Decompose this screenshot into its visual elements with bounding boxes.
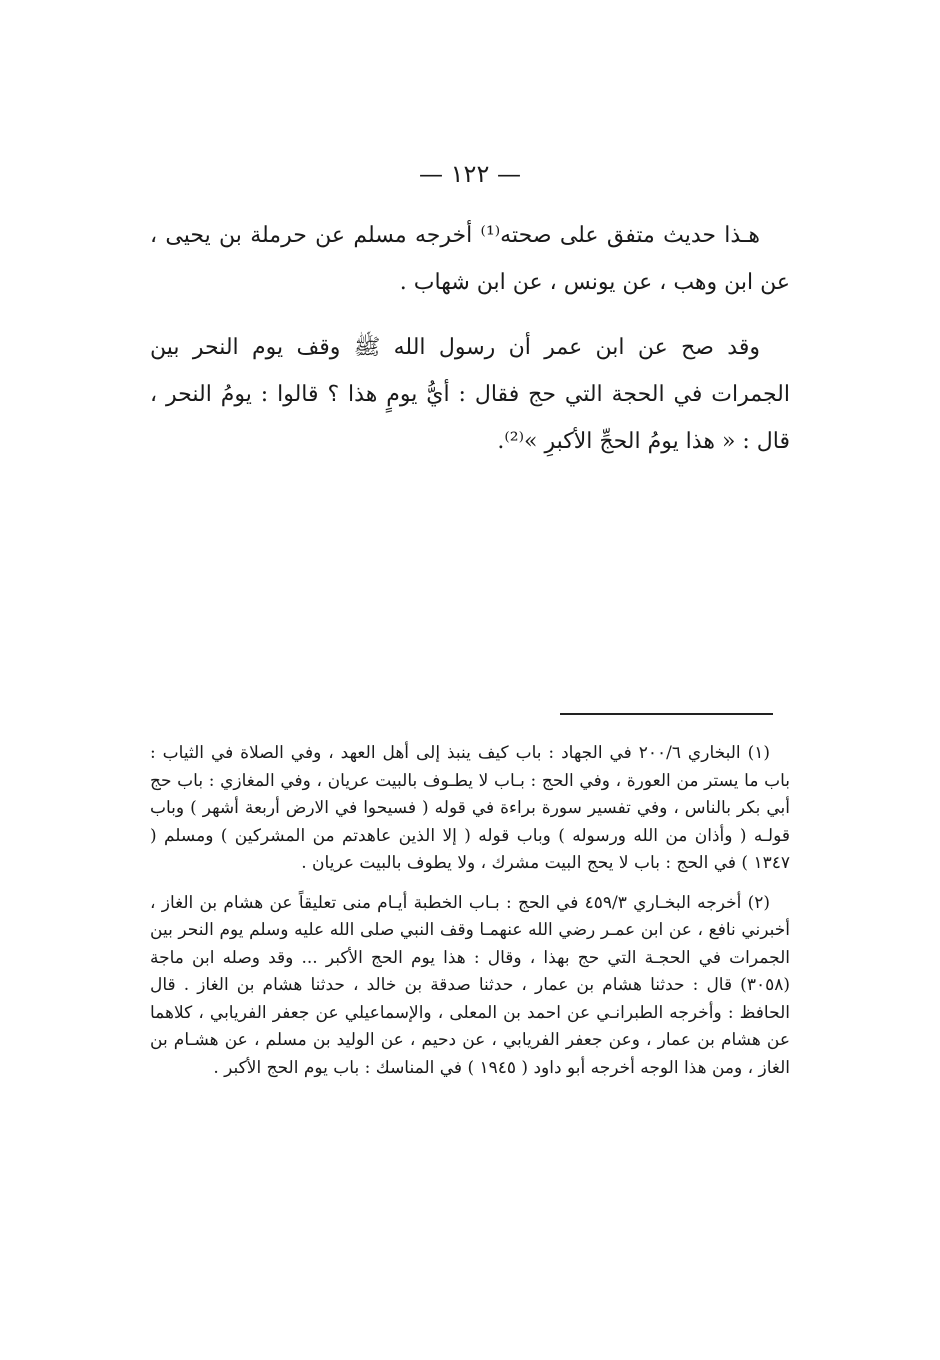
main-paragraph-1: هـذا حديث متفق على صحته⁽¹⁾ أخرجه مسلم عن حرملة بن يحيى ، عن ابن وهب ، عن يونس ، عن ابن شهاب . [150, 223, 790, 295]
footnote-2: (٢) أخرجه البخـاري ٤٥٩/٣ في الحج : بـاب الخطبة أيـام منى تعليقاً عن هشام بن الغاز ، أخبرني نافع ، عن ابن عمـر رضي الله عنهمـا وقف النبي صلى الله عليه وسلم يوم النحر بين الجمرات في الحجـة التي حج بهذا ، وقال : هذا يوم الحج الأكبر ... وقد وصله ابن ماجة (٣٠٥٨) قال : حدثنا هشام بن عمار ، حدثنا صدقة بن خالد ، حدثنا هشام بن الغاز . قال الحافظ : وأخرجه الطبرانـي عن احمد بن المعلى ، والإسماعيلي عن جعفر الفريابي ، كلاهما عن هشام بن عمار ، وعن جعفر الفريابي ، عن دحيم ، عن الوليد بن مسلم ، عن هشـام بن الغاز ، ومن هذا الوجه أخرجه أبو داود ( ١٩٤٥ ) في المناسك : باب يوم الحج الأكبر . [150, 892, 790, 1078]
main-text [150, 212, 790, 465]
footnote-divider [560, 713, 773, 715]
main-paragraph-2: وقد صح عن ابن عمر أن رسول الله ﷺ وقف يوم النحر بين الجمرات في الحجة التي حج فقال : أيُّ يومٍ هذا ؟ قالوا : يومُ النحر ، قال : « هذا يومُ الحجِّ الأكبرِ »⁽²⁾. [150, 335, 790, 454]
page-number: — ١٢٢ — [419, 160, 521, 188]
footnotes [150, 740, 790, 1082]
footnote-1: (١) البخاري ٢٠٠/٦ في الجهاد : باب كيف ينبذ إلى أهل العهد ، وفي الصلاة في الثياب : باب ما يستر من العورة ، وفي الحج : بـاب لا يطـوف بالبيت عريان ، وفي المغازي : باب حج أبي بكر بالناس ، وفي تفسير سورة براءة في قوله ( فسيحوا في الارض أربعة أشهر ) وباب قولـه ( وأذان من الله ورسوله ) وباب قوله ( إلا الذين عاهدتم من المشركين ) ومسلم ( ١٣٤٧ ) في الحج : باب لا يحج البيت مشرك ، ولا يطوف بالبيت عريان . [150, 743, 790, 873]
